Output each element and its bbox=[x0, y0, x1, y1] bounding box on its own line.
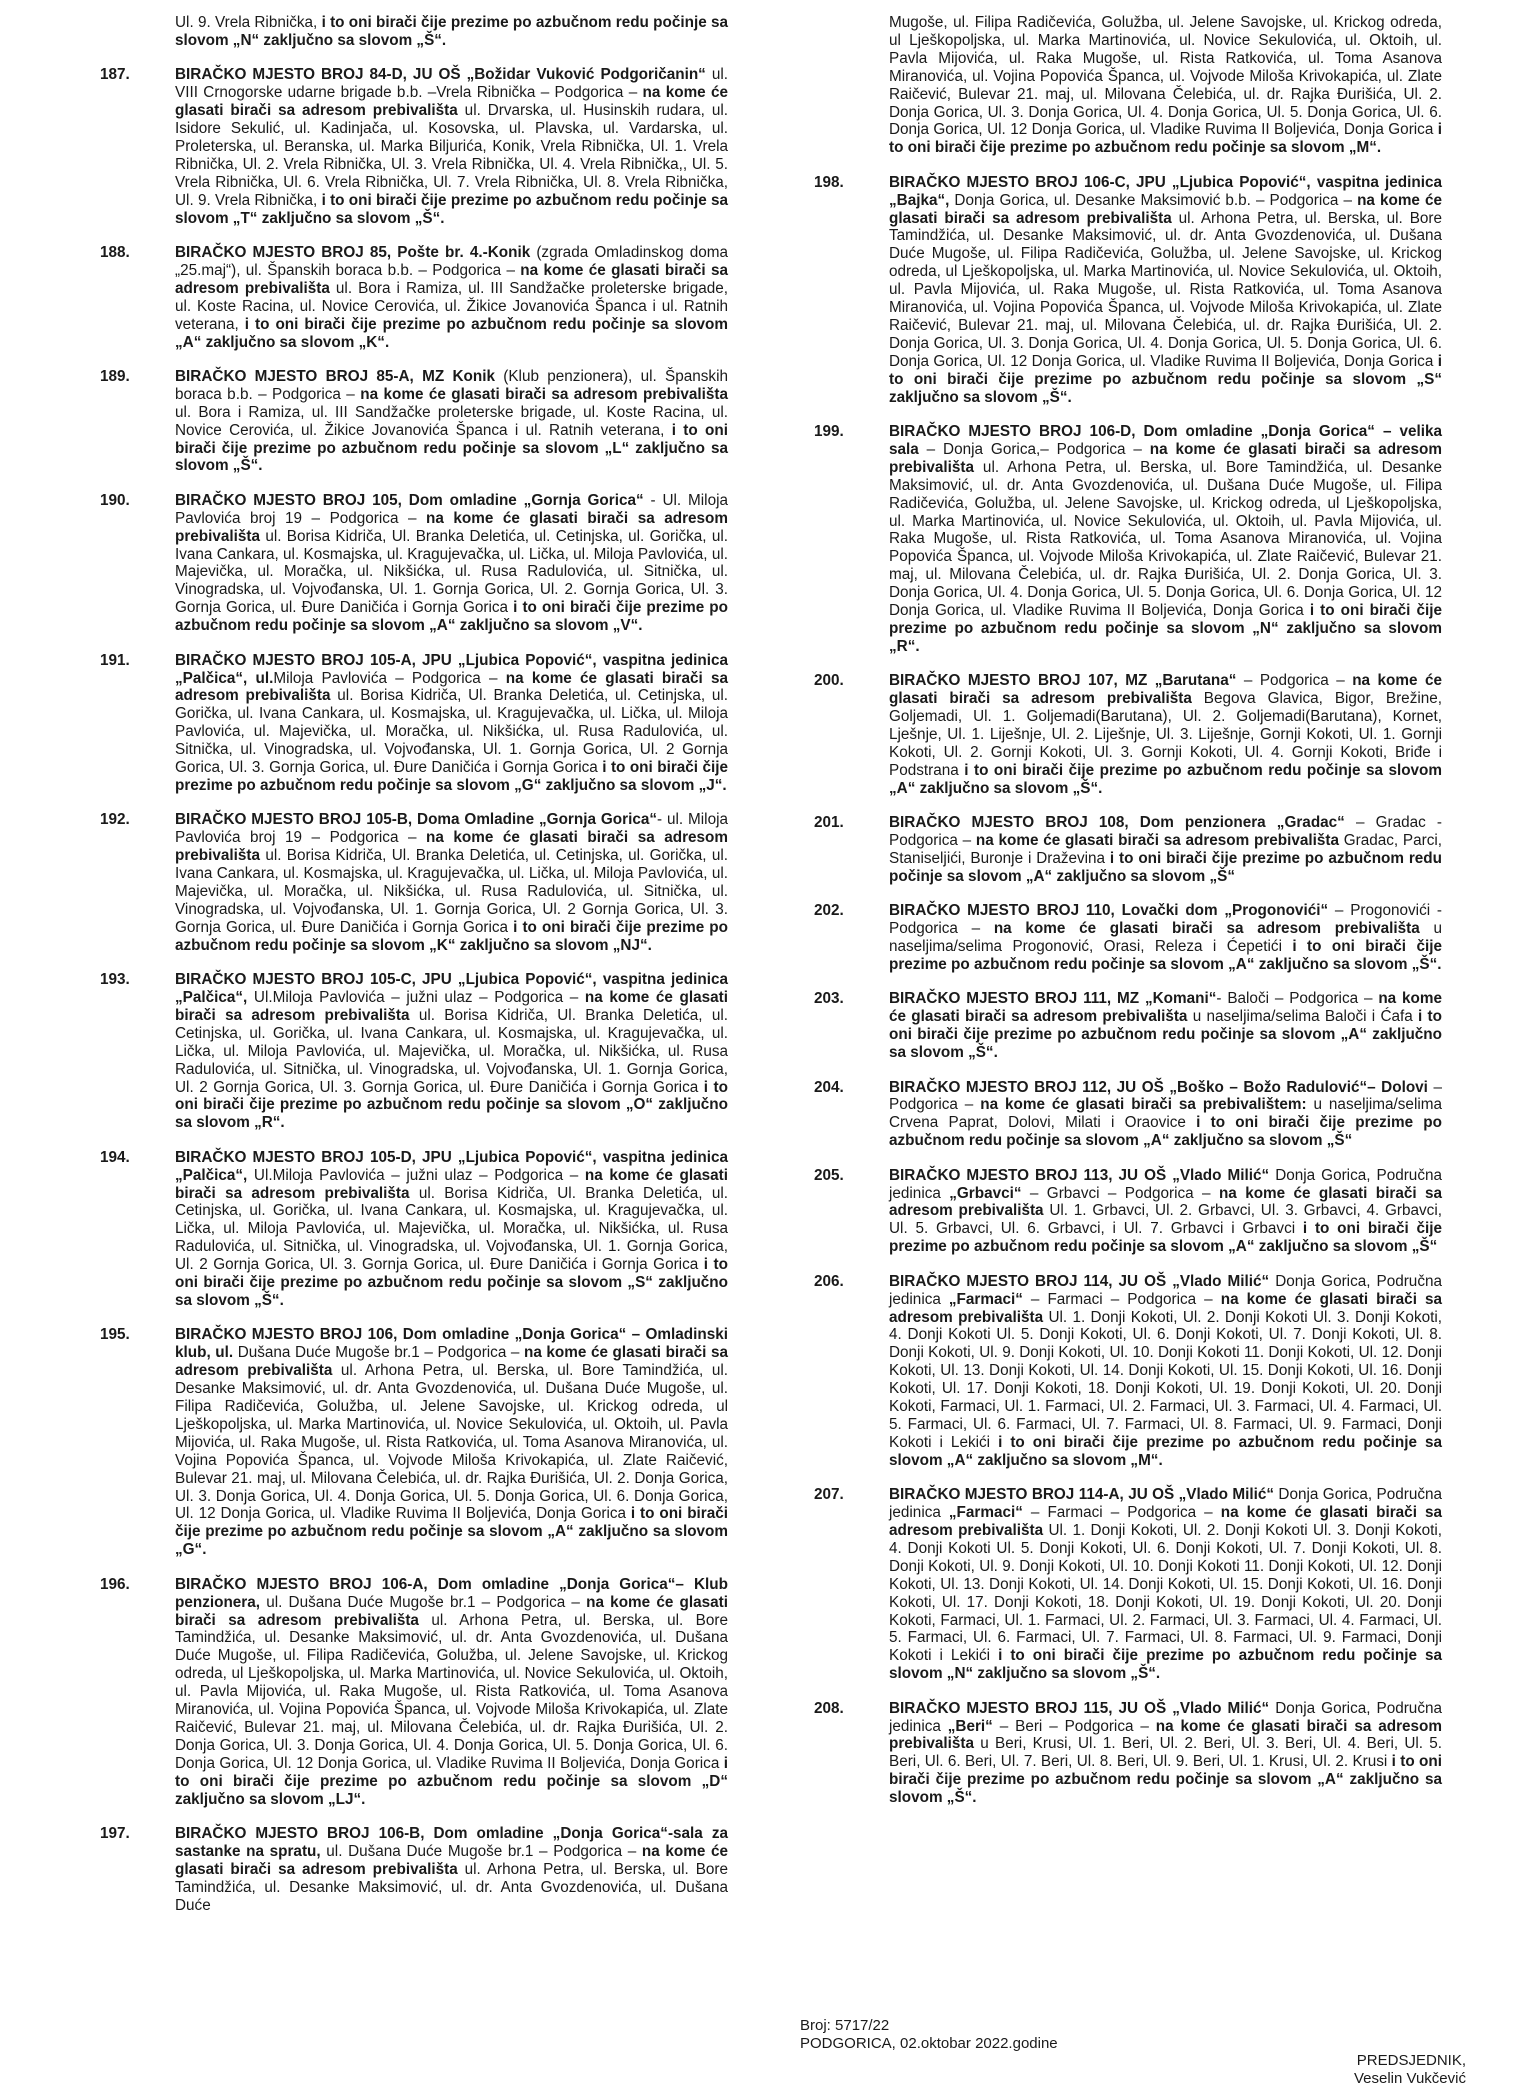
text-segment: – Farmaci – Podgorica – bbox=[1022, 1290, 1221, 1308]
polling-station-entry bbox=[100, 66, 728, 227]
polling-station-entry bbox=[814, 814, 1442, 886]
bold-text-segment: i to oni birači čije prezime po azbučnom redu počinje sa slovom „K“ zaključno sa slovom „NJ“. bbox=[175, 918, 728, 954]
bold-text-segment: na kome će glasati birači sa adresom prebivališta bbox=[993, 920, 1420, 938]
entry-number: 198. bbox=[814, 173, 844, 191]
text-segment: Ul. 1. Grbavci, Ul. 2. Grbavci, Ul. 3. Grbavci, 4. Grbavci, Ul. 5. Grbavci, Ul. 6. Grbavci, i Ul. 7. Grbavci i Grbavci bbox=[889, 1202, 1442, 1238]
text-segment: u naseljima/selima Crvena Paprat, Dolovi, Milati i Oraovice bbox=[889, 1096, 1442, 1132]
polling-station-list-right bbox=[814, 174, 1442, 1807]
bold-text-segment: i to oni birači čije prezime po azbučnom redu počinje sa slovom „N“ zaključno sa slovom „Š“. bbox=[889, 1647, 1442, 1683]
entry-number: 196. bbox=[100, 1575, 130, 1593]
bold-text-segment: BIRAČKO MJESTO BROJ 110, Lovački dom „Progonovići“ bbox=[889, 902, 1329, 920]
bold-text-segment: i to oni birači čije prezime po azbučnom redu počinje sa slovom „A“ zaključno sa slovom „G“. bbox=[175, 1505, 729, 1559]
entry-number: 189. bbox=[100, 367, 130, 385]
bold-text-segment: BIRAČKO MJESTO BROJ 105-A, JPU „Ljubica Popović“, vaspitna jedinica „Palčica“, ul. bbox=[175, 651, 728, 687]
bold-text-segment: i to oni birači čije prezime po azbučnom redu počinje sa slovom „A“ zaključno sa slovom „K“. bbox=[175, 315, 729, 351]
bold-text-segment: BIRAČKO MJESTO BROJ 107, MZ „Barutana“ bbox=[889, 672, 1237, 690]
text-segment: Ul.Miloja Pavlovića – južni ulaz – Podgorica – bbox=[247, 1166, 585, 1184]
entry-number: 203. bbox=[814, 990, 844, 1008]
text-segment: ul. Borisa Kidriča, Ul. Branka Deletića, ul. Cetinjska, ul. Gorička, ul. Ivana Cankara, ul. Kosmajska, ul. Kragujevačka, ul. Lička, ul. Miloja Pavlovića, ul. Majevička, ul. Moračka, ul. Nikšićka, ul. Rusa Radulovića, ul. Sitnička, ul. Vinogradska, ul. Vojvođanska, Ul. 1. Gornja Gorica, Ul. 2 Gornja Gorica, Ul. 3. Gornja Gorica, ul. Đure Daničića i Gornja Gorica bbox=[175, 1006, 728, 1096]
bold-text-segment: i to oni birači čije prezime po azbučnom redu počinje sa slovom „M“. bbox=[889, 121, 1442, 157]
bold-text-segment: na kome će glasati birači sa adresom prebivališta bbox=[889, 990, 1442, 1026]
polling-station-entry bbox=[814, 990, 1442, 1062]
text-segment: Ul. 9. Vrela Ribnička, bbox=[175, 14, 322, 31]
text-segment: ul. Arhona Petra, ul. Berska, ul. Bore Tamindžića, ul. Desanke Maksimović, ul. dr. Anta Gvozdenovića, ul. Dušana Duće Mugoše, ul. Filipa Radičevića, Golužba, ul. Jelene Savojske, ul. Krickog odreda, ul Lješkopoljska, ul. Marka Martinovića, ul. Novice Sekulovića, ul. Oktoih, ul. Pavla Mijovića, ul. Raka Mugoše, ul. Rista Ratkovića, ul. Toma Asanova Miranovića, ul. Vojina Popovića Španca, ul. Vojvode Miloša Krivokapića, ul. Zlate Raičević, Bulevar 21. maj, ul. Milovana Čelebića, ul. dr. Rajka Đurišića, Ul. 2. Donja Gorica, Ul. 3. Donja Gorica, Ul. 4. Donja Gorica, Ul. 5. Donja Gorica, Ul. 6. Donja Gorica, Ul. 12 Donja Gorica, ul. Vladike Ruvima II Boljevića, Donja Gorica bbox=[175, 1362, 728, 1523]
bold-text-segment: i to oni birači čije prezime po azbučnom redu počinje sa slovom „A“ zaključno sa slovom „Š“. bbox=[889, 1008, 1442, 1062]
bold-text-segment: i to oni birači čije prezime po azbučnom redu počinje sa slovom „S“ zaključno sa slovom „Š“. bbox=[175, 1256, 728, 1309]
signature-name: Veselin Vukčević bbox=[1353, 2070, 1466, 2087]
bold-text-segment: „Farmaci“ bbox=[948, 1290, 1023, 1308]
entry-number: 208. bbox=[814, 1699, 844, 1717]
text-segment: ul. Borisa Kidriča, Ul. Branka Deletića, ul. Cetinjska, ul. Gorička, ul. Ivana Cankara, ul. Kosmajska, ul. Kragujevačka, ul. Lička, ul. Miloja Pavlovića, ul. Majevička, ul. Moračka, ul. Nikšićka, ul. Rusa Radulovića, ul. Sitnička, ul. Vinogradska, ul. Vojvođanska, Ul. 1. Gornja Gorica, Ul. 2 Gornja Gorica, Ul. 3. Gornja Gorica, ul. Đure Daničića i Gornja Gorica bbox=[175, 687, 728, 777]
bold-text-segment: BIRAČKO MJESTO BROJ 106-A, Dom omladine „Donja Gorica“– Klub penzionera, bbox=[175, 1575, 728, 1611]
bold-text-segment: i to oni birači čije prezime po azbučnom redu počinje sa slovom „N“ zaključno sa slovom „R“. bbox=[889, 602, 1442, 655]
text-segment: – Farmaci – Podgorica – bbox=[1022, 1504, 1221, 1522]
place-and-date: PODGORICA, 02.oktobar 2022.godine bbox=[800, 2035, 1058, 2052]
text-segment: – Beri – Podgorica – bbox=[992, 1717, 1156, 1735]
entry-number: 202. bbox=[814, 902, 844, 920]
right-column bbox=[814, 14, 1442, 1824]
bold-text-segment: i to oni birači čije prezime po azbučnom redu počinje sa slovom „A“ zaključno sa slovom „Š“ bbox=[889, 849, 1442, 885]
bold-text-segment: „Beri“ bbox=[947, 1717, 993, 1735]
text-segment: (zgrada Omladinskog doma „25.maj“), ul. Španskih boraca b.b. – Podgorica – bbox=[175, 243, 728, 279]
bold-text-segment: BIRAČKO MJESTO BROJ 115, JU OŠ „Vlado Milić“ bbox=[889, 1699, 1270, 1717]
text-segment: Donja Gorica, ul. Desanke Maksimović b.b. – Podgorica – bbox=[949, 191, 1358, 209]
bold-text-segment: na kome će glasati birači sa adresom prebivališta bbox=[889, 1184, 1442, 1220]
left-column bbox=[100, 14, 728, 1931]
polling-station-entry bbox=[814, 1167, 1442, 1257]
text-segment: Donja Gorica, Područna jedinica bbox=[889, 1486, 1442, 1522]
entry-number: 190. bbox=[100, 491, 130, 509]
polling-station-entry bbox=[100, 1149, 728, 1310]
text-segment: Donja Gorica, Područna jedinica bbox=[889, 1699, 1442, 1735]
bold-text-segment: i to oni birači čije prezime po azbučnom redu počinje sa slovom „L“ zaključno sa slovom „Š“. bbox=[175, 421, 728, 475]
entry-number: 200. bbox=[814, 672, 844, 690]
bold-text-segment: BIRAČKO MJESTO BROJ 112, JU OŠ „Boško – Božo Radulović“– Dolovi bbox=[889, 1078, 1428, 1096]
bold-text-segment: BIRAČKO MJESTO BROJ 85, Pošte br. 4.-Konik bbox=[175, 243, 531, 261]
bold-text-segment: i to oni birači čije prezime po azbučnom redu počinje sa slovom „S“ zaključno sa slovom „Š“. bbox=[889, 352, 1442, 406]
bold-text-segment: i to oni birači čije prezime po azbučnom redu počinje sa slovom „A“ zaključno sa slovom „M“. bbox=[889, 1433, 1442, 1469]
bold-text-segment: BIRAČKO MJESTO BROJ 85-A, MZ Konik bbox=[175, 367, 495, 385]
text-segment: (Klub penzionera), ul. Španskih boraca b.b. – Podgorica – bbox=[175, 367, 728, 403]
polling-station-entry bbox=[100, 244, 728, 351]
text-segment: - Baloči – Podgorica – bbox=[1216, 990, 1379, 1008]
polling-station-entry bbox=[814, 672, 1442, 797]
text-segment: ul. Bora i Ramiza, ul. III Sandžačke proleterske brigade, ul. Koste Racina, ul. Novice Cerovića, ul. Žikice Jovanovića Španca i ul. Ratnih veterana, bbox=[175, 403, 728, 439]
polling-station-entry bbox=[100, 652, 728, 795]
text-segment: – Podgorica – bbox=[1236, 672, 1353, 690]
bold-text-segment: BIRAČKO MJESTO BROJ 114-A, JU OŠ „Vlado Milić“ bbox=[889, 1486, 1275, 1504]
bold-text-segment: i to oni birači čije prezime po azbučnom redu počinje sa slovom „A“ zaključno sa slovom „Š“ bbox=[889, 1114, 1442, 1150]
continuation-text bbox=[100, 14, 728, 50]
bold-text-segment: i to oni birači čije prezime po azbučnom redu počinje sa slovom „A“ zaključno sa slovom „Š“. bbox=[889, 938, 1442, 973]
bold-text-segment: i to oni birači čije prezime po azbučnom redu počinje sa slovom „A“ zaključno sa slovom „Š“. bbox=[889, 1753, 1442, 1807]
entry-number: 205. bbox=[814, 1166, 844, 1184]
document-number: Broj: 5717/22 bbox=[800, 2017, 890, 2034]
text-segment: ul. Bora i Ramiza, ul. III Sandžačke proleterske brigade, ul. Koste Racina, ul. Novice Cerovića, ul. Žikice Jovanovića Španca i ul. Ratnih veterana, bbox=[175, 279, 728, 333]
bold-text-segment: BIRAČKO MJESTO BROJ 105, Dom omladine „Gornja Gorica“ bbox=[175, 491, 644, 509]
text-segment: ul. Dušana Duće Mugoše br.1 – Podgorica – bbox=[260, 1593, 587, 1611]
polling-station-entry bbox=[814, 902, 1442, 974]
bold-text-segment: BIRAČKO MJESTO BROJ 105-D, JPU „Ljubica Popović“, vaspitna jedinica „Palčica“, bbox=[175, 1148, 728, 1184]
bold-text-segment: na kome će glasati birači sa adresom prebivališta bbox=[889, 672, 1442, 708]
text-segment: Gradac, Parci, Staniseljići, Buronje i Draževina bbox=[889, 832, 1443, 867]
text-segment: ul. VIII Crnogorske udarne brigade b.b. –Vrela Ribnička – Podgorica – bbox=[175, 66, 728, 102]
entry-number: 197. bbox=[100, 1824, 130, 1842]
bold-text-segment: na kome će glasati birači sa adresom prebivališta bbox=[175, 989, 728, 1024]
entry-number: 207. bbox=[814, 1486, 844, 1504]
bold-text-segment: i to oni birači čije prezime po azbučnom redu počinje sa slovom „A“ zaključno sa slovom „Š“ bbox=[889, 1220, 1443, 1256]
bold-text-segment: na kome će glasati birači sa adresom prebivališta bbox=[175, 669, 728, 705]
text-segment: – Grbavci – Podgorica – bbox=[1021, 1184, 1219, 1202]
bold-text-segment: na kome će glasati birači sa prebivalištem: bbox=[980, 1096, 1307, 1114]
bold-text-segment: i to oni birači čije prezime po azbučnom redu počinje sa slovom „D“ zaključno sa slovom „LJ“. bbox=[175, 1754, 728, 1808]
bold-text-segment: i to oni birači čije prezime po azbučnom redu počinje sa slovom „A“ zaključno sa slovom „Š“. bbox=[889, 761, 1443, 797]
polling-station-entry bbox=[100, 492, 728, 635]
text-segment: - Ul. Miloja Pavlovića broj 19 – Podgorica – bbox=[175, 491, 728, 527]
text-segment: ul. Arhona Petra, ul. Berska, ul. Bore Tamindžića, ul. Desanke Maksimović, ul. dr. Anta Gvozdenovića, ul. Dušana Duće Mugoše, ul. Filipa Radičevića, Golužba, ul. Jelene Savojske, ul. Krickog odreda, ul Lješkopoljska, ul. Marka Martinovića, ul. Novice Sekulovića, ul. Oktoih, ul. Pavla Mijovića, ul. Raka Mugoše, ul. Rista Ratkovića, ul. Toma Asanova Miranovića, ul. Vojina Popovića Španca, ul. Vojvode Miloša Krivokapića, ul. Zlate Raičević, Bulevar 21. maj, ul. Milovana Čelebića, ul. dr. Rajka Đurišića, Ul. 2. Donja Gorica, Ul. 3. Donja Gorica, Ul. 4. Donja Gorica, Ul. 5. Donja Gorica, Ul. 6. Donja Gorica, Ul. 12 Donja Gorica, ul. Vladike Ruvima II Boljevića, Donja Gorica bbox=[889, 209, 1443, 370]
text-segment: Donja Gorica, Područna jedinica bbox=[889, 1166, 1442, 1202]
text-segment: Dušana Duće Mugoše br.1 – Podgorica – bbox=[233, 1344, 524, 1362]
text-segment: ul. Arhona Petra, ul. Berska, ul. Bore Tamindžića, ul. Desanke Maksimović, ul. dr. Anta Gvozdenovića, ul. Dušana Duće bbox=[175, 1860, 729, 1914]
entry-number: 204. bbox=[814, 1078, 844, 1096]
entry-number: 191. bbox=[100, 651, 130, 669]
text-segment: Ul.Miloja Pavlovića – južni ulaz – Podgorica – bbox=[247, 989, 585, 1006]
entry-number: 201. bbox=[814, 814, 844, 832]
bold-text-segment: BIRAČKO MJESTO BROJ 106-B, Dom omladine „Donja Gorica“-sala za sastanke na spratu, bbox=[175, 1824, 728, 1860]
bold-text-segment: na kome će glasati birači sa adresom prebivališta bbox=[175, 261, 728, 297]
bold-text-segment: „Farmaci“ bbox=[948, 1504, 1023, 1522]
text-segment: – Progonovići - Podgorica – bbox=[889, 902, 1442, 938]
signature-title: PREDSJEDNIK, bbox=[1356, 2052, 1466, 2069]
bold-text-segment: BIRAČKO MJESTO BROJ 84-D, JU OŠ „Božidar Vuković Podgoričanin“ bbox=[175, 66, 706, 84]
bold-text-segment: na kome će glasati birači sa adresom prebivališta bbox=[889, 1504, 1442, 1539]
polling-station-entry bbox=[814, 1273, 1442, 1470]
bold-text-segment: i to oni birači čije prezime po azbučnom redu počinje sa slovom „N“ zaključno sa slovom „Š“. bbox=[175, 14, 728, 49]
bold-text-segment: na kome će glasati birači sa adresom prebivališta bbox=[889, 1290, 1442, 1326]
bold-text-segment: na kome će glasati birači sa adresom prebivališta bbox=[975, 832, 1339, 850]
entry-number: 206. bbox=[814, 1272, 844, 1290]
bold-text-segment: BIRAČKO MJESTO BROJ 111, MZ „Komani“ bbox=[889, 990, 1217, 1008]
bold-text-segment: i to oni birači čije prezime po azbučnom redu počinje sa slovom „A“ zaključno sa slovom „V“. bbox=[175, 599, 728, 635]
polling-station-entry bbox=[100, 971, 728, 1132]
text-segment: u Beri, Krusi, Ul. 1. Beri, Ul. 2. Beri, Ul. 3. Beri, Ul. 4. Beri, Ul. 5. Beri, Ul. 6. Beri, Ul. 7. Beri, Ul. 8. Beri, Ul. 9. Beri, Ul. 1. Krusi, Ul. 2. Krusi bbox=[889, 1735, 1442, 1771]
polling-station-entry bbox=[100, 1576, 728, 1809]
bold-text-segment: i to oni birači čije prezime po azbučnom redu počinje sa slovom „O“ zaključno sa slovom „R“. bbox=[175, 1078, 728, 1132]
text-segment: – Donja Gorica,– Podgorica – bbox=[918, 440, 1150, 458]
bold-text-segment: i to oni birači čije prezime po azbučnom redu počinje sa slovom „T“ zaključno sa slovom „Š“. bbox=[175, 191, 728, 227]
bold-text-segment: na kome će glasati birači sa adresom prebivališta bbox=[889, 191, 1443, 227]
bold-text-segment: BIRAČKO MJESTO BROJ 108, Dom penzionera „Gradac“ bbox=[889, 814, 1345, 832]
bold-text-segment: na kome će glasati birači sa adresom prebivališta bbox=[175, 509, 728, 545]
polling-station-entry bbox=[100, 1326, 728, 1559]
text-segment: – Gradac - Podgorica – bbox=[889, 814, 1442, 850]
entry-number: 195. bbox=[100, 1326, 130, 1344]
continuation-text bbox=[814, 14, 1442, 157]
bold-text-segment: BIRAČKO MJESTO BROJ 113, JU OŠ „Vlado Milić“ bbox=[889, 1166, 1270, 1184]
document-footer bbox=[800, 2017, 1058, 2053]
text-segment: Ul. 1. Donji Kokoti, Ul. 2. Donji Kokoti Ul. 3. Donji Kokoti, 4. Donji Kokoti Ul. 5. Donji Kokoti, Ul. 6. Donji Kokoti, Ul. 7. Donji Kokoti, Ul. 8. Donji Kokoti, Ul. 9. Donji Kokoti, Ul. 10. Donji Kokoti 11. Donji Kokoti, Ul. 12. Donji Kokoti, Ul. 13. Donji Kokoti, Ul. 14. Donji Kokoti, Ul. 15. Donji Kokoti, Ul. 16. Donji Kokoti, Ul. 17. Donji Kokoti, 18. Donji Kokoti, Ul. 19. Donji Kokoti, Ul. 20. Donji Kokoti, Farmaci, Ul. 1. Farmaci, Ul. 2. Farmaci, Ul. 3. Farmaci, Ul. 4. Farmaci, Ul. 5. Farmaci, Ul. 6. Farmaci, Ul. 7. Farmaci, Ul. 8. Farmaci, Ul. 9. Farmaci, Donji Kokoti i Lekići bbox=[889, 1521, 1442, 1665]
bold-text-segment: na kome će glasati birači sa adresom prebivališta bbox=[360, 385, 728, 403]
bold-text-segment: na kome će glasati birači sa adresom prebivališta bbox=[175, 1344, 728, 1380]
entry-number: 194. bbox=[100, 1148, 130, 1166]
bold-text-segment: na kome će glasati birači sa adresom prebivališta bbox=[889, 440, 1442, 476]
bold-text-segment: BIRAČKO MJESTO BROJ 105-B, Doma Omladine „Gornja Gorica“ bbox=[175, 811, 657, 829]
polling-station-list-left bbox=[100, 66, 728, 1914]
text-segment: Ul. 1. Donji Kokoti, Ul. 2. Donji Kokoti Ul. 3. Donji Kokoti, 4. Donji Kokoti Ul. 5. Donji Kokoti, Ul. 6. Donji Kokoti, Ul. 7. Donji Kokoti, Ul. 8. Donji Kokoti, Ul. 9. Donji Kokoti, Ul. 10. Donji Kokoti 11. Donji Kokoti, Ul. 12. Donji Kokoti, Ul. 13. Donji Kokoti, Ul. 14. Donji Kokoti, Ul. 15. Donji Kokoti, Ul. 16. Donji Kokoti, Ul. 17. Donji Kokoti, 18. Donji Kokoti, Ul. 19. Donji Kokoti, Ul. 20. Donji Kokoti, Farmaci, Ul. 1. Farmaci, Ul. 2. Farmaci, Ul. 3. Farmaci, Ul. 4. Farmaci, Ul. 5. Farmaci, Ul. 6. Farmaci, Ul. 7. Farmaci, Ul. 8. Farmaci, Ul. 9. Farmaci, Donji Kokoti i Lekići bbox=[889, 1308, 1442, 1451]
text-segment: ul. Borisa Kidriča, Ul. Branka Deletića, ul. Cetinjska, ul. Gorička, ul. Ivana Cankara, ul. Kosmajska, ul. Kragujevačka, ul. Lička, ul. Miloja Pavlovića, ul. Majevička, ul. Moračka, ul. Nikšićka, ul. Rusa Radulovića, ul. Sitnička, ul. Vinogradska, ul. Vojvođanska, Ul. 1. Gornja Gorica, Ul. 2. Gornja Gorica, Ul. 3. Gornja Gorica, ul. Đure Daničića i Gornja Gorica bbox=[175, 527, 728, 617]
text-segment: ul. Borisa Kidriča, Ul. Branka Deletića, ul. Cetinjska, ul. Gorička, ul. Ivana Cankara, ul. Kosmajska, ul. Kragujevačka, ul. Lička, ul. Miloja Pavlovića, ul. Majevička, ul. Moračka, ul. Nikšićka, ul. Rusa Radulovića, ul. Sitnička, ul. Vinogradska, ul. Vojvođanska, Ul. 1. Gornja Gorica, Ul. 2 Gornja Gorica, Ul. 3. Gornja Gorica, ul. Đure Daničića i Gornja Gorica bbox=[175, 847, 728, 936]
bold-text-segment: BIRAČKO MJESTO BROJ 105-C, JPU „Ljubica Popović“, vaspitna jedinica „Palčica“, bbox=[175, 971, 728, 1006]
bold-text-segment: na kome će glasati birači sa adresom prebivališta bbox=[175, 84, 729, 120]
text-segment: ul. Dušana Duće Mugoše br.1 – Podgorica – bbox=[320, 1842, 642, 1860]
entry-number: 193. bbox=[100, 971, 130, 989]
entry-number: 192. bbox=[100, 811, 130, 829]
bold-text-segment: na kome će glasati birači sa adresom prebivališta bbox=[175, 1593, 728, 1629]
bold-text-segment: BIRAČKO MJESTO BROJ 114, JU OŠ „Vlado Milić“ bbox=[889, 1272, 1270, 1290]
text-segment: – Podgorica – bbox=[889, 1078, 1442, 1114]
entry-number: 199. bbox=[814, 423, 844, 441]
bold-text-segment: na kome će glasati birači sa adresom prebivališta bbox=[175, 1166, 728, 1202]
entry-number: 187. bbox=[100, 66, 130, 84]
bold-text-segment: i to oni birači čije prezime po azbučnom redu počinje sa slovom „G“ zaključno sa slovom „J“. bbox=[175, 759, 728, 794]
bold-text-segment: BIRAČKO MJESTO BROJ 106, Dom omladine „Donja Gorica“ – Omladinski klub, ul. bbox=[175, 1326, 728, 1362]
signature-block bbox=[1354, 2052, 1466, 2088]
polling-station-entry bbox=[814, 174, 1442, 407]
bold-text-segment: „Grbavci“ bbox=[949, 1184, 1022, 1202]
text-segment: ul. Arhona Petra, ul. Berska, ul. Bore Tamindžića, ul. Desanke Maksimović, ul. dr. Anta Gvozdenovića, ul. Dušana Duće Mugoše, ul. Filipa Radičevića, Golužba, ul. Jelene Savojske, ul. Krickog odreda, ul Lješkopoljska, ul. Marka Martinovića, ul. Novice Sekulovića, ul. Oktoih, ul. Pavla Mijovića, ul. Raka Mugoše, ul. Rista Ratkovića, ul. Toma Asanova Miranovića, ul. Vojina Popovića Španca, ul. Vojvode Miloša Krivokapića, ul. Zlate Raičević, Bulevar 21. maj, ul. Milovana Čelebića, ul. dr. Rajka Đurišića, Ul. 2. Donja Gorica, Ul. 3. Donja Gorica, Ul. 4. Donja Gorica, Ul. 5. Donja Gorica, Ul. 6. Donja Gorica, Ul. 12 Donja Gorica, ul. Vladike Ruvima II Boljevića, Donja Gorica bbox=[889, 458, 1442, 620]
text-segment: Begova Glavica, Bigor, Brežine, Goljemadi, Ul. 1. Goljemadi(Barutana), Ul. 2. Goljemadi(Barutana), Kornet, Lješnje, Ul. 1. Liješnje, Ul. 2. Liješnje, Ul. 3. Liješnje, Gornji Kokoti, Ul. 1. Gornji Kokoti, Ul. 2. Gornji Kokoti, Ul. 3. Gornji Kokoti, Ul. 4. Gornji Kokoti, Briđe i Podstrana bbox=[889, 690, 1443, 779]
polling-station-entry bbox=[814, 1079, 1442, 1151]
polling-station-entry bbox=[100, 1825, 728, 1915]
text-segment: ul. Borisa Kidriča, Ul. Branka Deletića, ul. Cetinjska, ul. Gorička, ul. Ivana Cankara, ul. Kosmajska, ul. Kragujevačka, ul. Lička, ul. Miloja Pavlovića, ul. Majevička, ul. Moračka, ul. Nikšićka, ul. Rusa Radulovića, ul. Sitnička, ul. Vinogradska, ul. Vojvođanska, Ul. 1. Gornja Gorica, Ul. 2 Gornja Gorica, Ul. 3. Gornja Gorica, ul. Đure Daničića i Gornja Gorica bbox=[175, 1184, 728, 1274]
text-segment: u naseljima/selima Baloči i Ćafa bbox=[1187, 1008, 1419, 1026]
polling-station-entry bbox=[814, 423, 1442, 656]
bold-text-segment: na kome će glasati birači sa adresom prebivališta bbox=[889, 1717, 1442, 1753]
polling-station-entry bbox=[100, 811, 728, 954]
text-segment: Donja Gorica, Područna jedinica bbox=[889, 1272, 1442, 1308]
entry-number: 188. bbox=[100, 243, 130, 261]
text-segment: ul. Arhona Petra, ul. Berska, ul. Bore Tamindžića, ul. Desanke Maksimović, ul. dr. Anta Gvozdenovića, ul. Dušana Duće Mugoše, ul. Filipa Radičevića, Golužba, ul. Jelene Savojske, ul. Krickog odreda, ul Lješkopoljska, ul. Marka Martinovića, ul. Novice Sekulovića, ul. Oktoih, ul. Pavla Mijovića, ul. Raka Mugoše, ul. Rista Ratkovića, ul. Toma Asanova Miranovića, ul. Vojina Popovića Španca, ul. Vojvode Miloša Krivokapića, ul. Zlate Raičević, Bulevar 21. maj, ul. Milovana Čelebića, ul. dr. Rajka Đurišića, Ul. 2. Donja Gorica, Ul. 3. Donja Gorica, Ul. 4. Donja Gorica, Ul. 5. Donja Gorica, Ul. 6. Donja Gorica, Ul. 12 Donja Gorica, ul. Vladike Ruvima II Boljevića, Donja Gorica bbox=[175, 1611, 728, 1772]
bold-text-segment: na kome će glasati birači sa adresom prebivališta bbox=[175, 1842, 729, 1878]
bold-text-segment: BIRAČKO MJESTO BROJ 106-C, JPU „Ljubica Popović“, vaspitna jedinica „Bajka“, bbox=[889, 173, 1442, 209]
text-segment: ul. Drvarska, ul. Husinskih rudara, ul. Isidore Sekulić, ul. Kadinjača, ul. Kosovska, ul. Plavska, ul. Vardarska, ul. Proleterska, ul. Beranska, ul. Marka Biljurića, Konik, Vrela Ribnička, Ul. 1. Vrela Ribnička, Ul. 2. Vrela Ribnička, Ul. 3. Vrela Ribnička, Ul. 4. Vrela Ribnička,, Ul. 5. Vrela Ribnička, Ul. 6. Vrela Ribnička, Ul. 7. Vrela Ribnička, Ul. 8. Vrela Ribnička, Ul. 9. Vrela Ribnička, bbox=[175, 102, 728, 209]
bold-text-segment: BIRAČKO MJESTO BROJ 106-D, Dom omladine „Donja Gorica“ – velika sala bbox=[889, 423, 1442, 458]
polling-station-entry bbox=[100, 368, 728, 475]
text-segment: - ul. Miloja Pavlovića broj 19 – Podgorica – bbox=[175, 811, 728, 847]
text-segment: Mugoše, ul. Filipa Radičevića, Golužba, ul. Jelene Savojske, ul. Krickog odreda, ul Lješkopoljska, ul. Marka Martinovića, ul. Novice Sekulovića, ul. Oktoih, ul. Pavla Mijovića, ul. Raka Mugoše, ul. Rista Ratkovića, ul. Toma Asanova Miranovića, ul. Vojina Popovića Španca, ul. Vojvode Miloša Krivokapića, ul. Zlate Raičević, Bulevar 21. maj, ul. Milovana Čelebića, ul. dr. Rajka Đurišića, Ul. 2. Donja Gorica, Ul. 3. Donja Gorica, Ul. 4. Donja Gorica, Ul. 5. Donja Gorica, Ul. 6. Donja Gorica, Ul. 12 Donja Gorica, ul. Vladike Ruvima II Boljevića, Donja Gorica bbox=[889, 14, 1442, 139]
polling-station-entry bbox=[814, 1700, 1442, 1807]
text-segment: Miloja Pavlovića – Podgorica – bbox=[273, 669, 506, 687]
bold-text-segment: na kome će glasati birači sa adresom prebivališta bbox=[175, 829, 728, 865]
text-segment: u naseljima/selima Progonović, Orasi, Releza i Ćepetići bbox=[889, 920, 1442, 956]
polling-station-entry bbox=[814, 1486, 1442, 1683]
